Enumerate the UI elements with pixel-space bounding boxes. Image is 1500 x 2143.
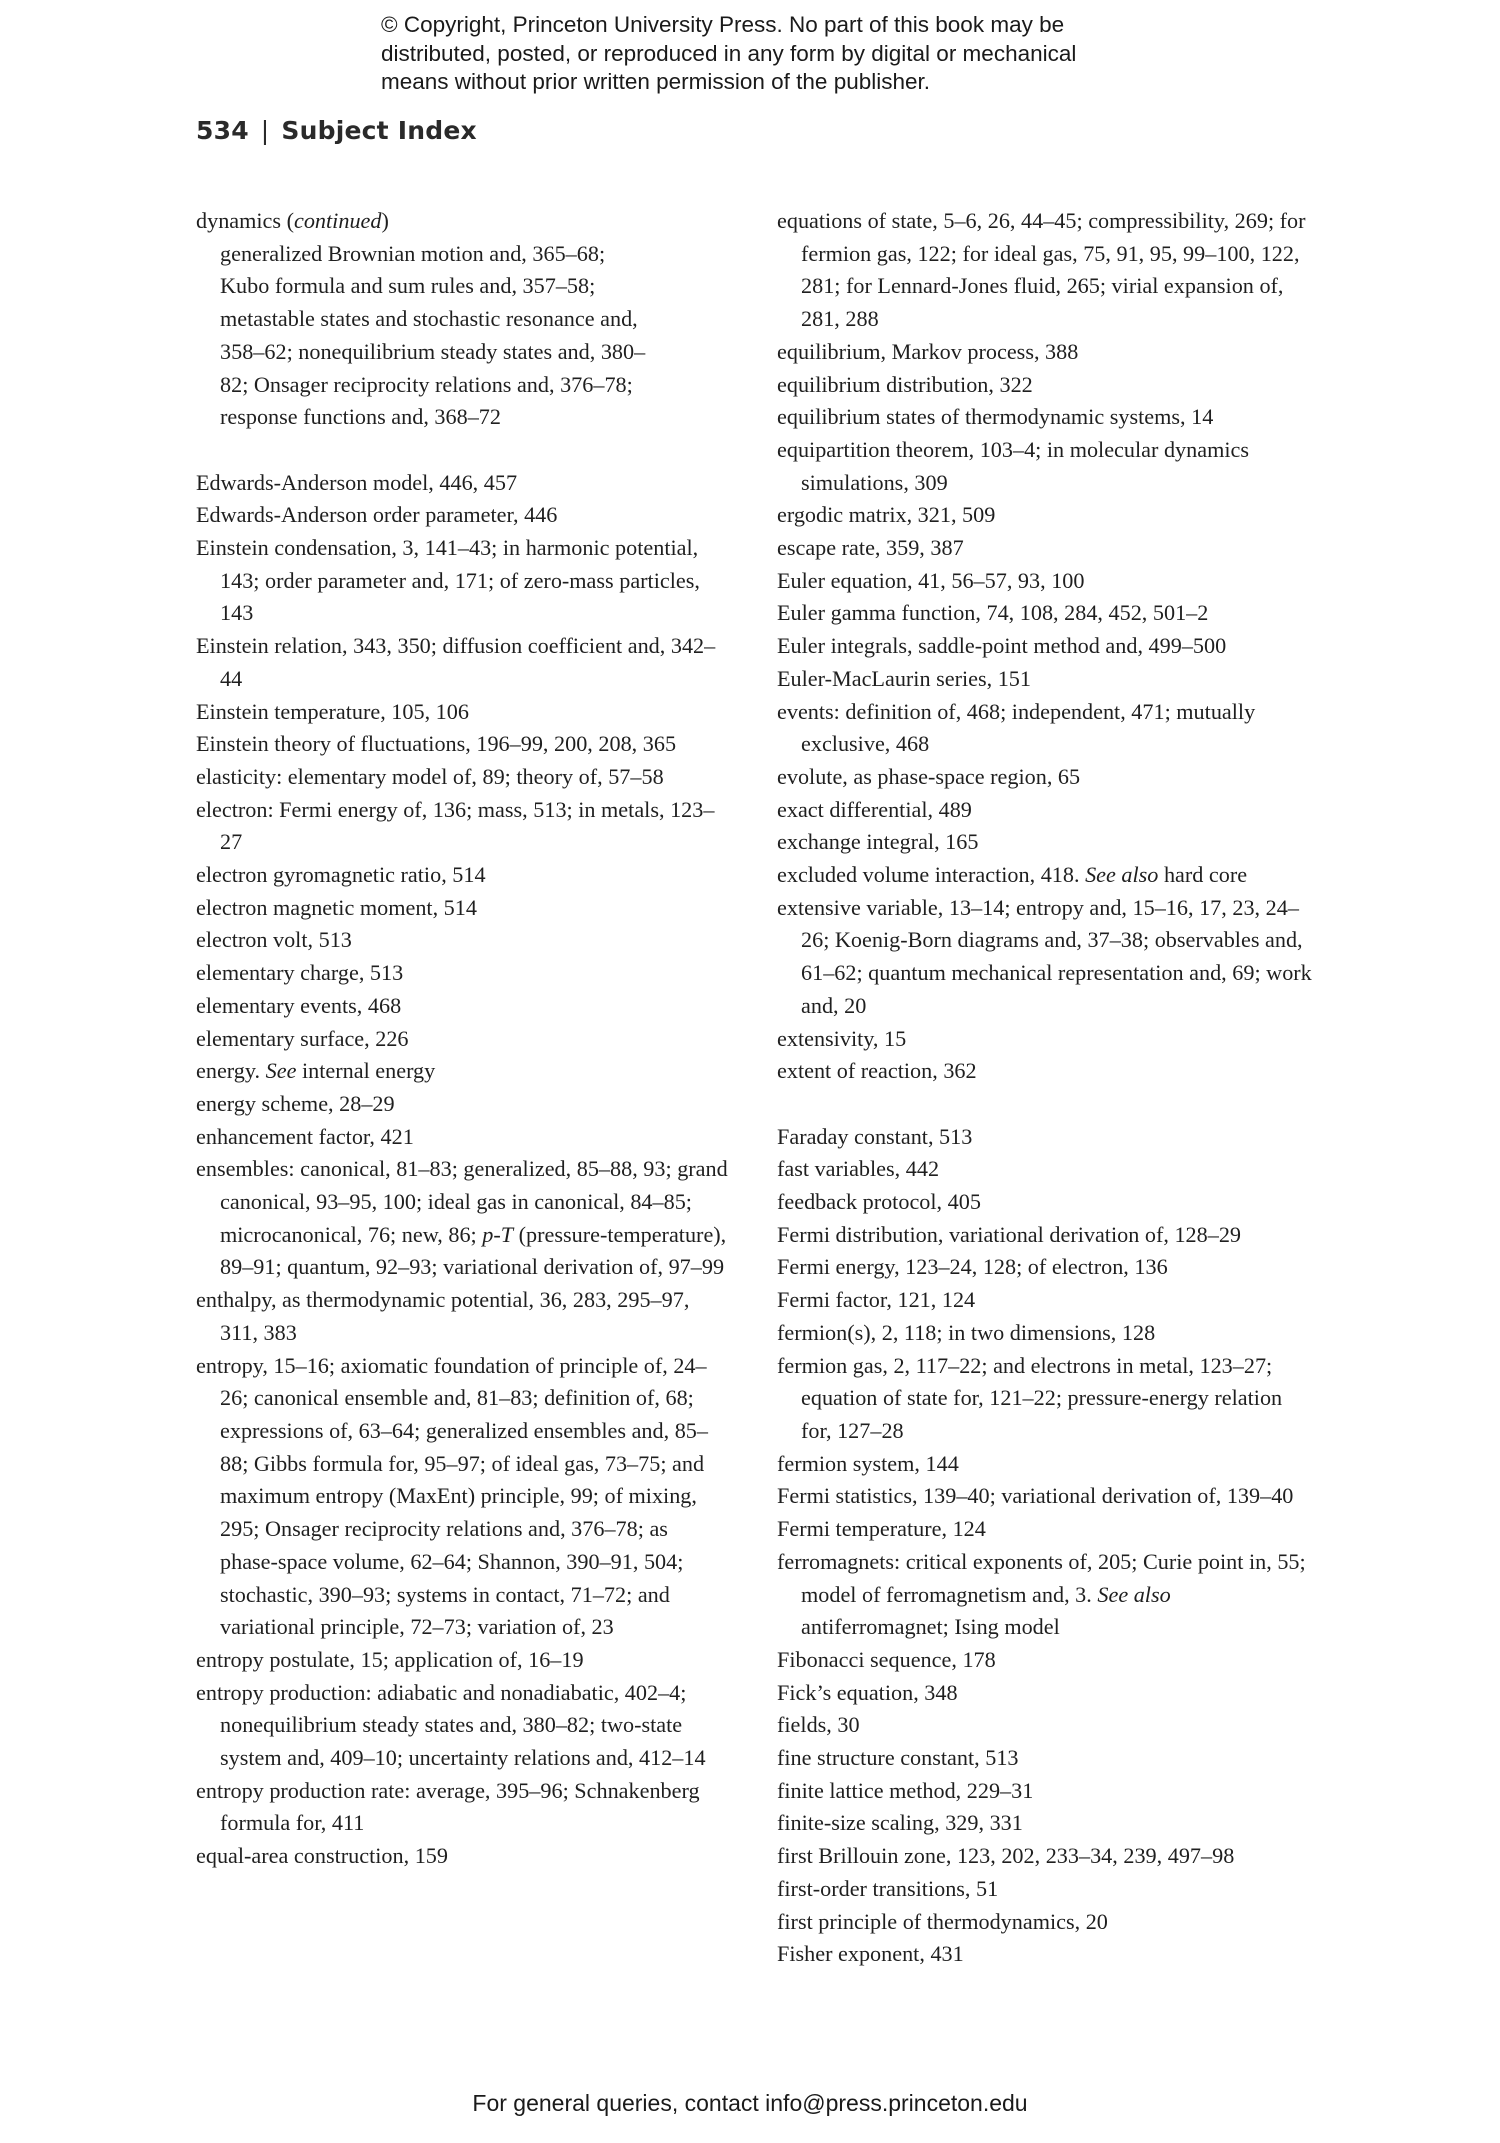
- index-entry: Fermi factor, 121, 124: [777, 1287, 976, 1313]
- index-entry: evolute, as phase-space region, 65: [777, 763, 1081, 789]
- page-number: 534: [196, 116, 249, 145]
- index-entry: Fermi temperature, 124: [777, 1516, 986, 1542]
- index-entry: entropy, 15–16; axiomatic foundation of principle of, 24–26; canonical ensemble and, 81–83; definition of, 68; expressions of, 63–64; generalized ensembles and, 85–88; Gibbs formula for, 95–97; of ideal gas, 73–75; and maximum entropy (MaxEnt) principle, 99; of mixing, 295; Onsager reciprocity relations and, 376–78; as phase-space volume, 62–64; Shannon, 390–91, 504; stochastic, 390–93; systems in contact, 71–72; and variational principle, 72–73; variation of, 23: [196, 1352, 708, 1640]
- index-entry: Edwards-Anderson order parameter, 446: [196, 502, 558, 528]
- index-entry: enhancement factor, 421: [196, 1123, 414, 1149]
- index-entry: extensive variable, 13–14; entropy and, 15–16, 17, 23, 24–26; Koenig-Born diagrams and, 37–38; observables and, 61–62; quantum mechanical representation and, 69; work and, 20: [777, 894, 1312, 1018]
- copyright-line: © Copyright, Princeton University Press. No part of this book may be: [381, 12, 1065, 37]
- index-entry: entropy postulate, 15; application of, 16–19: [196, 1646, 584, 1672]
- index-entry: equations of state, 5–6, 26, 44–45; compressibility, 269; for fermion gas, 122; for ideal gas, 75, 91, 95, 99–100, 122, 281; for Lennard-Jones fluid, 265; virial expansion of, 281, 288: [777, 208, 1306, 332]
- see-also-reference: See also: [1097, 1581, 1171, 1607]
- italic-term: p-T: [482, 1221, 514, 1247]
- copyright-line: means without prior written permission of the publisher.: [381, 69, 931, 94]
- index-entry: equilibrium distribution, 322: [777, 371, 1033, 397]
- index-entry: fermion system, 144: [777, 1450, 959, 1476]
- header-separator: |: [260, 116, 270, 145]
- index-entry: entropy production: adiabatic and nonadiabatic, 402–4; nonequilibrium steady states and, 380–82; two-state system and, 409–10; uncertainty relations and, 412–14: [196, 1679, 706, 1771]
- subentry: 82; Onsager reciprocity relations and, 376–78;: [220, 371, 633, 397]
- index-entry: equipartition theorem, 103–4; in molecular dynamics simulations, 309: [777, 436, 1249, 495]
- index-entry: entropy production rate: average, 395–96; Schnakenberg formula for, 411: [196, 1777, 700, 1836]
- index-entry: enthalpy, as thermodynamic potential, 36, 283, 295–97, 311, 383: [196, 1287, 690, 1345]
- index-entry: equal-area construction, 159: [196, 1843, 448, 1869]
- subentry: metastable states and stochastic resonance and,: [220, 306, 638, 332]
- right-index-column: [777, 205, 1317, 1971]
- running-header: [196, 116, 477, 145]
- index-entry: Faraday constant, 513: [777, 1123, 973, 1149]
- index-entry: finite lattice method, 229–31: [777, 1777, 1034, 1803]
- index-entry: ergodic matrix, 321, 509: [777, 502, 996, 528]
- continued-label: continued: [293, 208, 382, 233]
- index-entry: Fisher exponent, 431: [777, 1941, 964, 1967]
- index-entry: Einstein relation, 343, 350; diffusion coefficient and, 342–44: [196, 633, 716, 691]
- copyright-line: distributed, posted, or reproduced in any form by digital or mechanical: [381, 40, 1077, 66]
- index-entry-ferromagnets: ferromagnets: critical exponents of, 205; Curie point in, 55; model of ferromagnetism and, 3. See also antiferromagnet; Ising model: [777, 1548, 1306, 1640]
- index-entry-dynamics: dynamics (continued) generalized Brownian motion and, 365–68; Kubo formula and sum rules and, 357–58; metastable states and stochastic resonance and, 358–62; nonequilibrium steady states and, 380– 82; Onsager reciprocity relations and, 376–78; response functions and, 368–72: [196, 205, 731, 434]
- index-entry: fermion(s), 2, 118; in two dimensions, 128: [777, 1319, 1156, 1345]
- index-entry-ensembles: ensembles: canonical, 81–83; generalized, 85–88, 93; grand canonical, 93–95, 100; ideal gas in canonical, 84–85; microcanonical, 76; new, 86; p-T (pressure-temperature), 89–91; quantum, 92–93; variational derivation of, 97–99: [196, 1156, 728, 1280]
- index-entry: Euler gamma function, 74, 108, 284, 452, 501–2: [777, 600, 1209, 626]
- index-entry: Euler integrals, saddle-point method and, 499–500: [777, 633, 1227, 659]
- index-entry-energy: energy. See internal energy: [196, 1058, 436, 1084]
- index-entry: exchange integral, 165: [777, 829, 979, 855]
- index-entry: Euler equation, 41, 56–57, 93, 100: [777, 567, 1085, 593]
- footer-contact: For general queries, contact info@press.princeton.edu: [472, 2090, 1028, 2116]
- index-entry: first principle of thermodynamics, 20: [777, 1908, 1108, 1934]
- subentry: Kubo formula and sum rules and, 357–58;: [220, 273, 596, 299]
- subentry: response functions and, 368–72: [220, 404, 501, 430]
- index-entry: extent of reaction, 362: [777, 1058, 977, 1084]
- index-entry: Fick’s equation, 348: [777, 1679, 958, 1705]
- index-entry: equilibrium, Markov process, 388: [777, 338, 1079, 364]
- index-entry: elasticity: elementary model of, 89; theory of, 57–58: [196, 763, 664, 789]
- page-title: Subject Index: [281, 116, 477, 145]
- index-entry: elementary surface, 226: [196, 1025, 409, 1051]
- see-reference: See: [265, 1058, 297, 1084]
- index-entry: fields, 30: [777, 1712, 860, 1738]
- index-entry: Fermi statistics, 139–40; variational derivation of, 139–40: [777, 1483, 1294, 1509]
- index-entry: fine structure constant, 513: [777, 1745, 1019, 1771]
- index-entry: escape rate, 359, 387: [777, 535, 964, 561]
- letter-gap: [777, 1088, 1317, 1121]
- index-entry: Fibonacci sequence, 178: [777, 1646, 996, 1672]
- index-entry: first Brillouin zone, 123, 202, 233–34, 239, 497–98: [777, 1843, 1235, 1869]
- index-entry: electron gyromagnetic ratio, 514: [196, 862, 486, 888]
- index-entry: finite-size scaling, 329, 331: [777, 1810, 1023, 1836]
- left-index-column: [196, 205, 731, 1873]
- index-entry: exact differential, 489: [777, 796, 972, 822]
- index-entry: first-order transitions, 51: [777, 1875, 999, 1901]
- index-entry: Fermi distribution, variational derivation of, 128–29: [777, 1221, 1242, 1247]
- index-entry: Edwards-Anderson model, 446, 457: [196, 469, 518, 495]
- index-entry: events: definition of, 468; independent, 471; mutually exclusive, 468: [777, 698, 1256, 757]
- index-entry: feedback protocol, 405: [777, 1189, 981, 1215]
- index-entry: Euler-MacLaurin series, 151: [777, 665, 1031, 691]
- index-entry: electron volt, 513: [196, 927, 352, 953]
- index-entry: electron magnetic moment, 514: [196, 894, 477, 920]
- index-entry: electron: Fermi energy of, 136; mass, 513; in metals, 123–27: [196, 796, 715, 855]
- letter-gap: [196, 434, 731, 467]
- copyright-notice: [381, 11, 1181, 97]
- index-entry-excluded: excluded volume interaction, 418. See also hard core: [777, 862, 1248, 888]
- index-entry: extensivity, 15: [777, 1025, 907, 1051]
- index-entry: elementary charge, 513: [196, 960, 404, 986]
- index-entry: fermion gas, 2, 117–22; and electrons in metal, 123–27; equation of state for, 121–22; pressure-energy relation for, 127–28: [777, 1352, 1283, 1443]
- index-entry: Einstein condensation, 3, 141–43; in harmonic potential, 143; order parameter and, 171; of zero-mass particles, 143: [196, 535, 700, 626]
- subentry: generalized Brownian motion and, 365–68;: [220, 240, 606, 266]
- index-entry: Einstein theory of fluctuations, 196–99, 200, 208, 365: [196, 731, 677, 757]
- see-also-reference: See also: [1085, 862, 1159, 888]
- index-entry: fast variables, 442: [777, 1156, 940, 1182]
- index-entry: energy scheme, 28–29: [196, 1090, 395, 1116]
- index-entry: equilibrium states of thermodynamic systems, 14: [777, 404, 1214, 430]
- index-entry: Fermi energy, 123–24, 128; of electron, 136: [777, 1254, 1168, 1280]
- index-entry: Einstein temperature, 105, 106: [196, 698, 469, 724]
- subentry: 358–62; nonequilibrium steady states and, 380–: [220, 338, 646, 364]
- index-entry: elementary events, 468: [196, 992, 402, 1018]
